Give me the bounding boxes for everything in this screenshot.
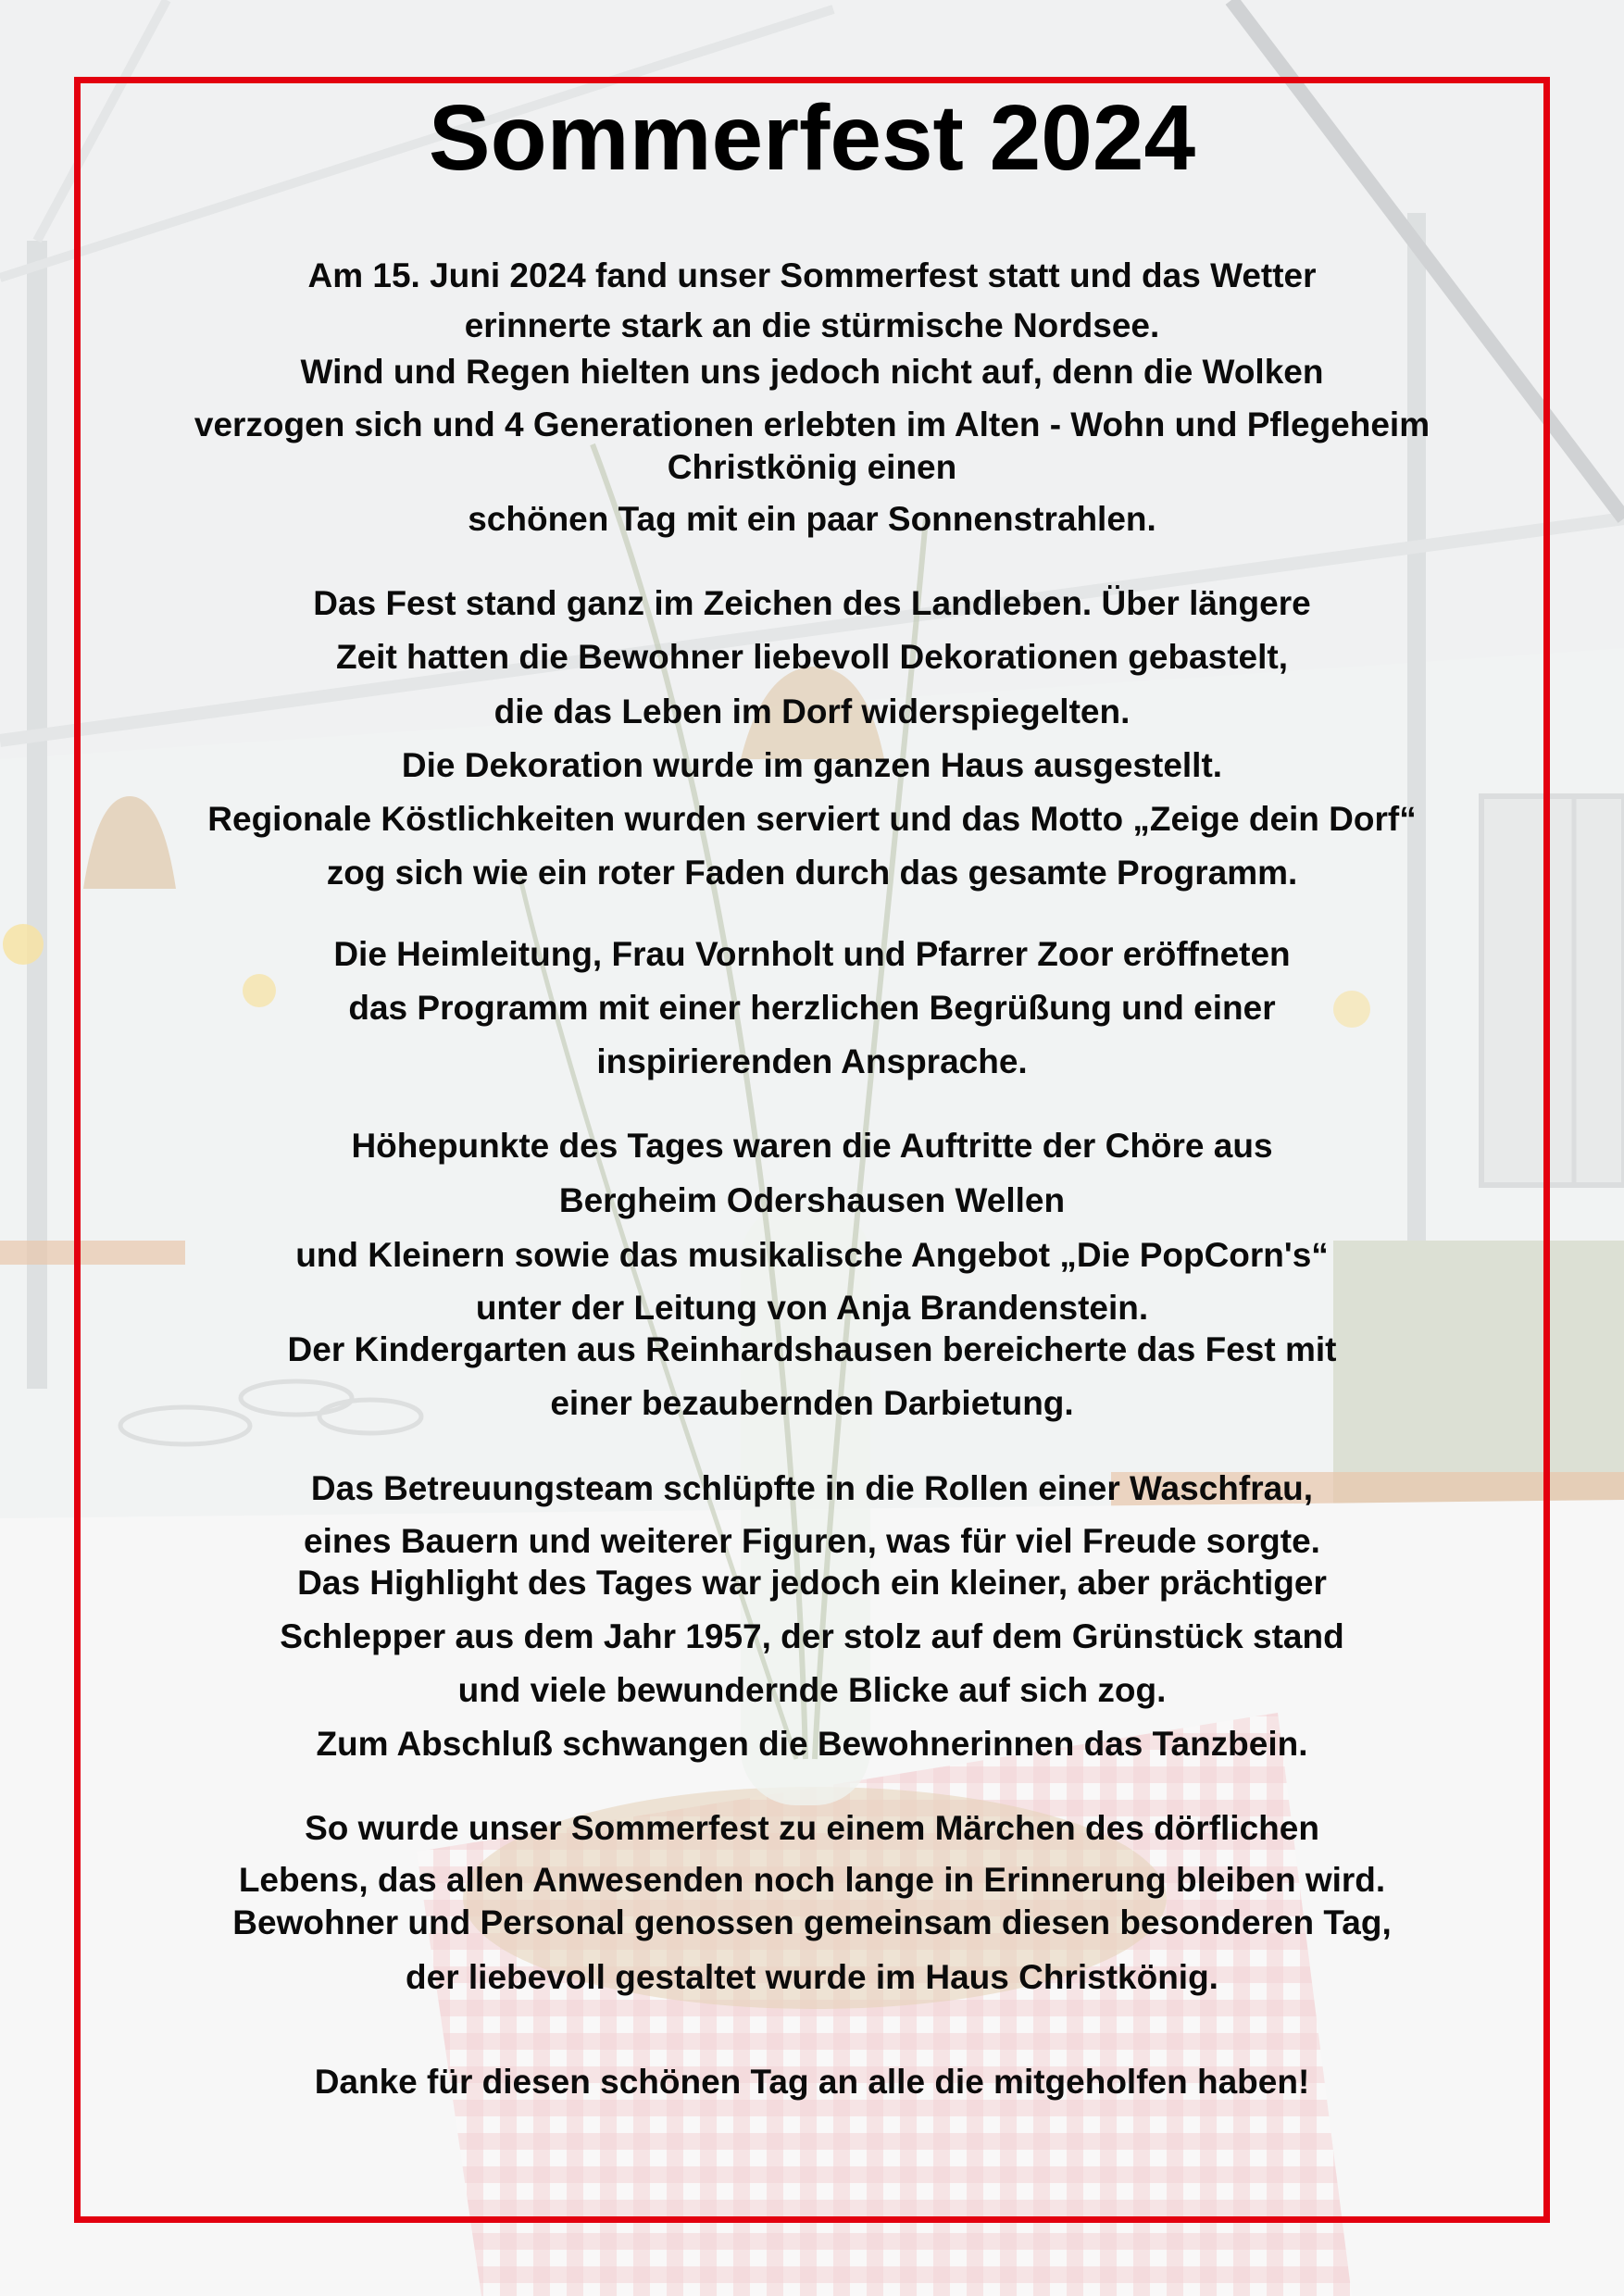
text-line: So wurde unser Sommerfest zu einem Märchen des dörflichen: [305, 1809, 1319, 1847]
text-line: Das Fest stand ganz im Zeichen des Landleben. Über längere: [313, 584, 1311, 622]
text-line: verzogen sich und 4 Generationen erlebten im Alten - Wohn und Pflegeheim: [194, 406, 1430, 443]
text-line: schönen Tag mit ein paar Sonnenstrahlen.: [468, 500, 1156, 538]
text-line: zog sich wie ein roter Faden durch das gesamte Programm.: [326, 854, 1298, 892]
text-line: Höhepunkte des Tages waren die Auftritte der Chöre aus: [351, 1127, 1273, 1165]
text-line: Lebens, das allen Anwesenden noch lange in Erinnerung bleiben wird.: [238, 1861, 1386, 1899]
text-line: Das Betreuungsteam schlüpfte in die Rollen einer Waschfrau,: [310, 1469, 1314, 1507]
text-line: Der Kindergarten aus Reinhardshausen bereicherte das Fest mit: [287, 1330, 1337, 1368]
text-line: Schlepper aus dem Jahr 1957, der stolz auf dem Grünstück stand: [280, 1617, 1344, 1655]
page-title: Sommerfest 2024: [428, 86, 1196, 190]
text-line: inspirierenden Ansprache.: [596, 1042, 1028, 1080]
text-line: unter der Leitung von Anja Brandenstein.: [475, 1289, 1149, 1327]
text-line: einer bezaubernden Darbietung.: [550, 1384, 1074, 1422]
text-line: Zeit hatten die Bewohner liebevoll Dekorationen gebastelt,: [336, 638, 1288, 676]
text-line: und viele bewundernde Blicke auf sich zog.: [457, 1671, 1167, 1709]
text-line: Am 15. Juni 2024 fand unser Sommerfest statt und das Wetter: [307, 256, 1317, 294]
text-line: der liebevoll gestaltet wurde im Haus Christkönig.: [406, 1958, 1218, 1996]
text-line: Wind und Regen hielten uns jedoch nicht auf, denn die Wolken: [300, 353, 1324, 391]
text-line: die das Leben im Dorf widerspiegelten.: [493, 693, 1131, 730]
text-line: das Programm mit einer herzlichen Begrüßung und einer: [348, 989, 1276, 1027]
closing-line: Danke für diesen schönen Tag an alle die mitgeholfen haben!: [314, 2063, 1310, 2101]
text-line: Zum Abschluß schwangen die Bewohnerinnen das Tanzbein.: [316, 1725, 1308, 1763]
text-line: und Kleinern sowie das musikalische Angebot „Die PopCorn's“: [295, 1236, 1329, 1274]
text-line: eines Bauern und weiterer Figuren, was für viel Freude sorgte.: [304, 1522, 1320, 1560]
text-line: Regionale Köstlichkeiten wurden serviert und das Motto „Zeige dein Dorf“: [207, 800, 1417, 838]
text-line: Die Dekoration wurde im ganzen Haus ausgestellt.: [401, 746, 1223, 784]
text-line: Christkönig einen: [667, 448, 957, 486]
text-line: Die Heimleitung, Frau Vornholt und Pfarrer Zoor eröffneten: [333, 935, 1291, 973]
text-line: Das Highlight des Tages war jedoch ein kleiner, aber prächtiger: [297, 1564, 1327, 1602]
text-line: Bewohner und Personal genossen gemeinsam diesen besonderen Tag,: [232, 1903, 1392, 1941]
text-line: erinnerte stark an die stürmische Nordsee.: [464, 306, 1160, 344]
text-line: Bergheim Odershausen Wellen: [558, 1181, 1066, 1219]
